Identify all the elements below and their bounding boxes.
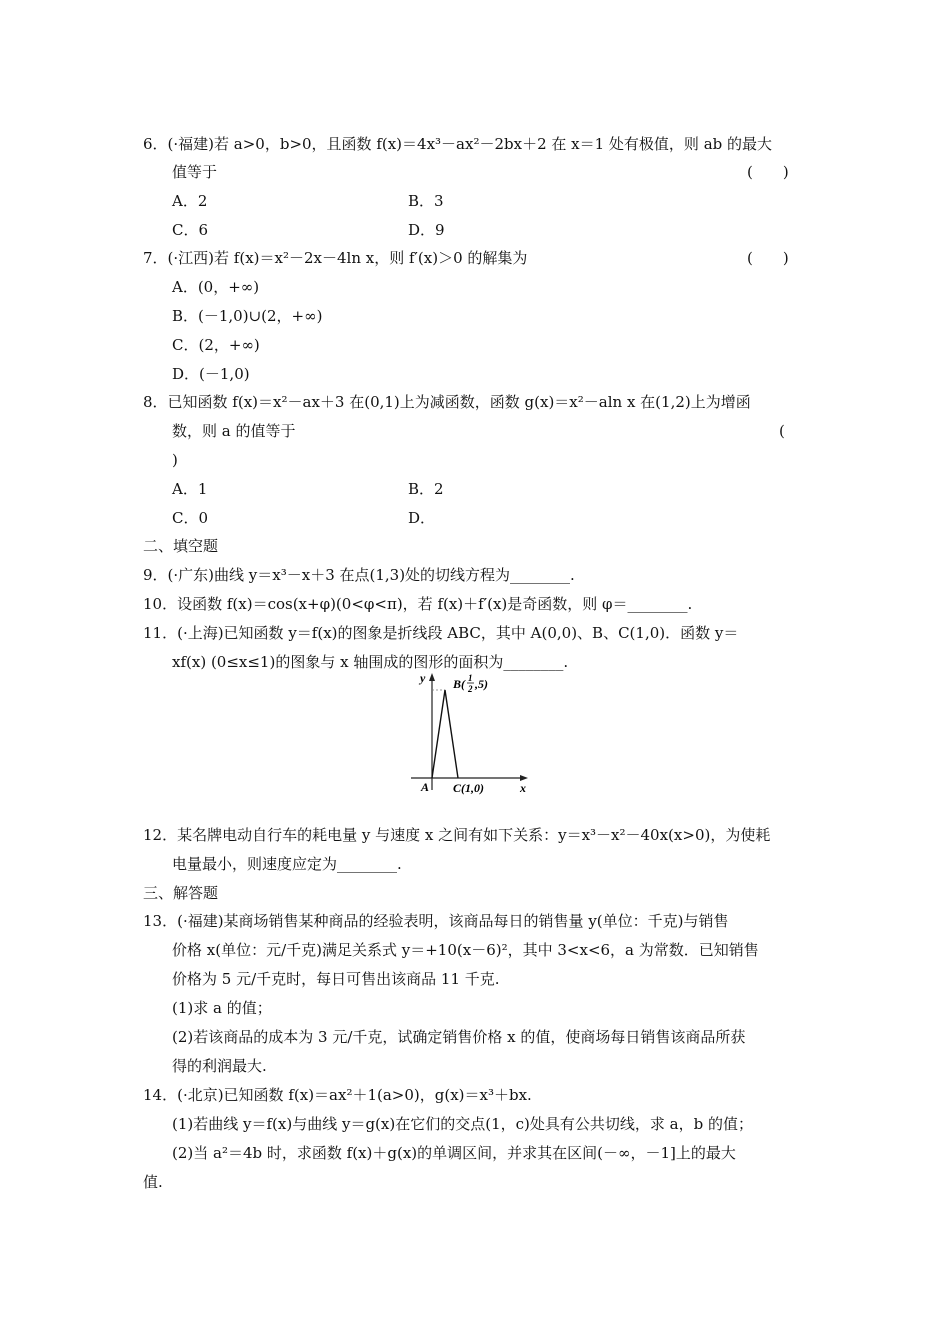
q7-line1: 7．(·江西)若 f(x)＝x²－2x－4ln x，则 f′(x)＞0 的解集为 bbox=[143, 249, 528, 267]
q6-line1: 6．(·福建)若 a>0，b>0，且函数 f(x)＝4x³－ax²－2bx＋2 在 x＝1 处有极值，则 ab 的最大 bbox=[143, 135, 773, 153]
section-fill-in-heading: 二、填空题 bbox=[143, 537, 219, 555]
figure-point-a-label: A bbox=[421, 780, 430, 794]
q7-option-c: C．(2，+∞) bbox=[172, 336, 260, 354]
figure-point-c-label: C(1,0) bbox=[453, 781, 484, 795]
q8-paren-open: ( bbox=[779, 422, 785, 440]
q8-line1: 8．已知函数 f(x)＝x²－ax＋3 在(0,1)上为减函数，函数 g(x)＝x²－aln x 在(1,2)上为增函 bbox=[143, 393, 751, 411]
q12-line1: 12．某名牌电动自行车的耗电量 y 与速度 x 之间有如下关系：y＝x³－x²－40x(x>0)，为使耗 bbox=[143, 826, 771, 844]
figure-y-arrow bbox=[429, 673, 435, 681]
figure-x-label: x bbox=[520, 781, 526, 795]
q9-line: 9．(·广东)曲线 y＝x³－x＋3 在点(1,3)处的切线方程为________. bbox=[143, 566, 575, 584]
q6-answer-paren: ( ) bbox=[747, 163, 789, 181]
q14-line1: 14．(·北京)已知函数 f(x)＝ax²＋1(a>0)，g(x)＝x³＋bx. bbox=[143, 1086, 532, 1104]
q8-paren-close: ) bbox=[172, 451, 178, 469]
section-answer-heading: 三、解答题 bbox=[143, 884, 219, 902]
q6-option-b: B．3 bbox=[408, 192, 444, 210]
q11-figure bbox=[405, 668, 535, 800]
q13-part2-line1: (2)若该商品的成本为 3 元/千克，试确定销售价格 x 的值，使商场每日销售该商品所获 bbox=[172, 1028, 746, 1046]
q8-option-a: A．1 bbox=[172, 480, 208, 498]
q10-line: 10．设函数 f(x)＝cos(x+φ)(0<φ<π)，若 f(x)＋f′(x)是奇函数，则 φ＝________. bbox=[143, 595, 693, 613]
q8-option-c: C．0 bbox=[172, 509, 209, 527]
q13-part2-line2: 得的利润最大. bbox=[172, 1057, 267, 1075]
q13-line1: 13．(·福建)某商场销售某种商品的经验表明，该商品每日的销售量 y(单位：千克)与销售 bbox=[143, 912, 729, 930]
q13-line3: 价格为 5 元/千克时，每日可售出该商品 11 千克. bbox=[172, 970, 500, 988]
q8-option-d: D． bbox=[408, 509, 436, 527]
figure-point-b-frac-num: 1 bbox=[468, 673, 473, 683]
q7-option-a: A．(0，+∞) bbox=[172, 278, 260, 296]
q7-option-d: D．(－1,0) bbox=[172, 365, 250, 383]
figure-y-label: y bbox=[420, 671, 426, 685]
q8-option-b: B．2 bbox=[408, 480, 444, 498]
q7-answer-paren: ( ) bbox=[747, 249, 789, 267]
q13-part1: (1)求 a 的值； bbox=[172, 999, 272, 1017]
figure-point-b-frac-den: 2 bbox=[468, 684, 473, 694]
q6-option-c: C．6 bbox=[172, 221, 209, 239]
q12-line2: 电量最小，则速度应定为________. bbox=[172, 855, 402, 873]
q14-part1: (1)若曲线 y＝f(x)与曲线 y＝g(x)在它们的交点(1，c)处具有公共切线，求 a，b 的值； bbox=[172, 1115, 753, 1133]
q6-option-a: A．2 bbox=[172, 192, 208, 210]
q6-option-d: D．9 bbox=[408, 221, 445, 239]
q11-line2: xf(x) (0≤x≤1)的图象与 x 轴围成的图形的面积为________. bbox=[172, 653, 569, 671]
q11-line1: 11．(·上海)已知函数 y＝f(x)的图象是折线段 ABC，其中 A(0,0)、B、C(1,0)．函数 y＝ bbox=[143, 624, 739, 642]
figure-polyline-abc bbox=[432, 690, 458, 778]
figure-point-b-label-prefix: B( bbox=[453, 677, 465, 691]
q14-part2-line1: (2)当 a²＝4b 时，求函数 f(x)＋g(x)的单调区间，并求其在区间(－∞，－1]上的最大 bbox=[172, 1144, 736, 1162]
q8-line2: 数，则 a 的值等于 bbox=[172, 422, 296, 440]
q13-line2: 价格 x(单位：元/千克)满足关系式 y＝+10(x－6)²，其中 3<x<6，a 为常数．已知销售 bbox=[172, 941, 759, 959]
figure-point-b-label-suffix: ,5) bbox=[475, 677, 488, 691]
q6-line2: 值等于 bbox=[172, 163, 218, 181]
q14-part2-line2: 值. bbox=[143, 1173, 163, 1191]
q7-option-b: B．(－1,0)∪(2，+∞) bbox=[172, 307, 323, 325]
